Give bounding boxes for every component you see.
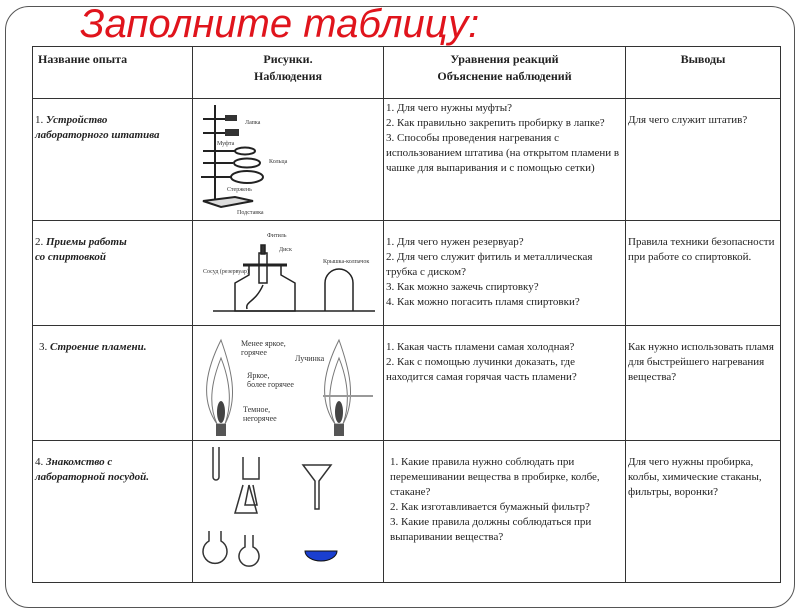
header-conclusions: Выводы — [626, 47, 781, 99]
header-equations — [384, 47, 626, 99]
conclusion-cell: Для чего нужны пробирка, колбы, химические стаканы, фильтры, воронки? — [626, 441, 781, 583]
table-header-row — [33, 47, 781, 99]
label-dark-2: негорячее — [243, 414, 277, 423]
name-line: Знакомство с — [46, 456, 113, 468]
questions-cell — [384, 221, 626, 326]
glassware-illustration — [195, 443, 381, 579]
label-wick: Фитиль — [267, 233, 287, 239]
question: 3. Как можно зажечь спиртовку? — [386, 281, 539, 293]
label-coupling: Муфта — [217, 141, 235, 147]
experiments-table — [32, 46, 781, 583]
header-pictures-line1: Рисунки. — [263, 52, 313, 66]
label-base: Подставка — [237, 210, 264, 216]
flame-picture — [193, 326, 384, 441]
question: 2. Для чего служит фитиль и металлическая трубка с диском? — [386, 251, 593, 278]
name-line: лабораторной посудой. — [35, 471, 149, 483]
spirit-lamp-picture — [193, 221, 384, 326]
table-row — [33, 221, 781, 326]
label-dark: Темное, — [243, 405, 271, 414]
question: 2. Как правильно закрепить пробирку в лапке? — [386, 117, 605, 129]
row-number: 1. — [35, 114, 44, 126]
questions-cell — [384, 441, 626, 583]
conclusion-cell: Правила техники безопасности при работе со спиртовкой. — [626, 221, 781, 326]
name-line: Устройство — [46, 114, 108, 126]
label-less-bright: Менее яркое, — [241, 339, 286, 348]
question: 4. Как можно погасить пламя спиртовки? — [386, 296, 580, 308]
row-number: 3. — [39, 341, 48, 353]
stand-picture — [193, 99, 384, 221]
question: 2. Как с помощью лучинки доказать, где находится самая горячая часть пламени? — [386, 356, 577, 383]
name-line: Строение пламени. — [50, 341, 147, 353]
label-less-bright-2: горячее — [241, 348, 267, 357]
name-line: со спиртовкой — [35, 251, 106, 263]
row-number: 2. — [35, 236, 44, 248]
glassware-picture — [193, 441, 384, 583]
spirit-lamp-illustration — [195, 223, 381, 323]
table-row — [33, 441, 781, 583]
table-row — [33, 326, 781, 441]
header-name: Название опыта — [33, 47, 193, 99]
question: 3. Какие правила должны соблюдаться при выпаривании вещества? — [390, 516, 592, 543]
label-splinter: Лучинка — [295, 354, 325, 363]
label-clamp: Лапка — [245, 120, 261, 126]
header-equations-line2: Объяснение наблюдений — [437, 69, 572, 83]
question: 1. Для чего нужны муфты? — [386, 102, 512, 114]
label-cap: Крышка-колпачок — [323, 259, 370, 265]
table-row — [33, 99, 781, 221]
question: 3. Способы проведения нагревания с использованием штатива (на открытом пламени в чашке для выпаривания и с помощью сетки) — [386, 132, 620, 174]
label-bright-2: более горячее — [247, 380, 294, 389]
header-pictures — [193, 47, 384, 99]
question: 1. Какая часть пламени самая холодная? — [386, 341, 575, 353]
name-line: лабораторного штатива — [35, 129, 160, 141]
questions-cell — [384, 326, 626, 441]
header-pictures-line2: Наблюдения — [254, 69, 322, 83]
flame-illustration — [195, 328, 381, 438]
experiment-name — [33, 326, 193, 441]
label-rings: Кольца — [269, 159, 288, 165]
experiment-name — [33, 99, 193, 221]
experiment-name — [33, 221, 193, 326]
header-equations-line1: Уравнения реакций — [450, 52, 559, 66]
question: 1. Какие правила нужно соблюдать при перемешивании вещества в пробирке, колбе, стакане? — [390, 456, 600, 498]
question: 1. Для чего нужен резервуар? — [386, 236, 524, 248]
question: 2. Как изготавливается бумажный фильтр? — [390, 501, 590, 513]
slide-title: Заполните таблицу: — [80, 2, 480, 46]
conclusion-cell: Для чего служит штатив? — [626, 99, 781, 221]
lab-stand-illustration — [195, 101, 381, 217]
name-line: Приемы работы — [46, 236, 127, 248]
experiment-name — [33, 441, 193, 583]
conclusion-cell: Как нужно использовать пламя для быстрейшего нагревания вещества? — [626, 326, 781, 441]
label-disk: Диск — [279, 247, 292, 253]
label-rod: Стержень — [227, 187, 252, 193]
row-number: 4. — [35, 456, 44, 468]
label-reservoir: Сосуд (резервуар) — [203, 269, 249, 275]
questions-cell — [384, 99, 626, 221]
label-bright: Яркое, — [247, 371, 270, 380]
